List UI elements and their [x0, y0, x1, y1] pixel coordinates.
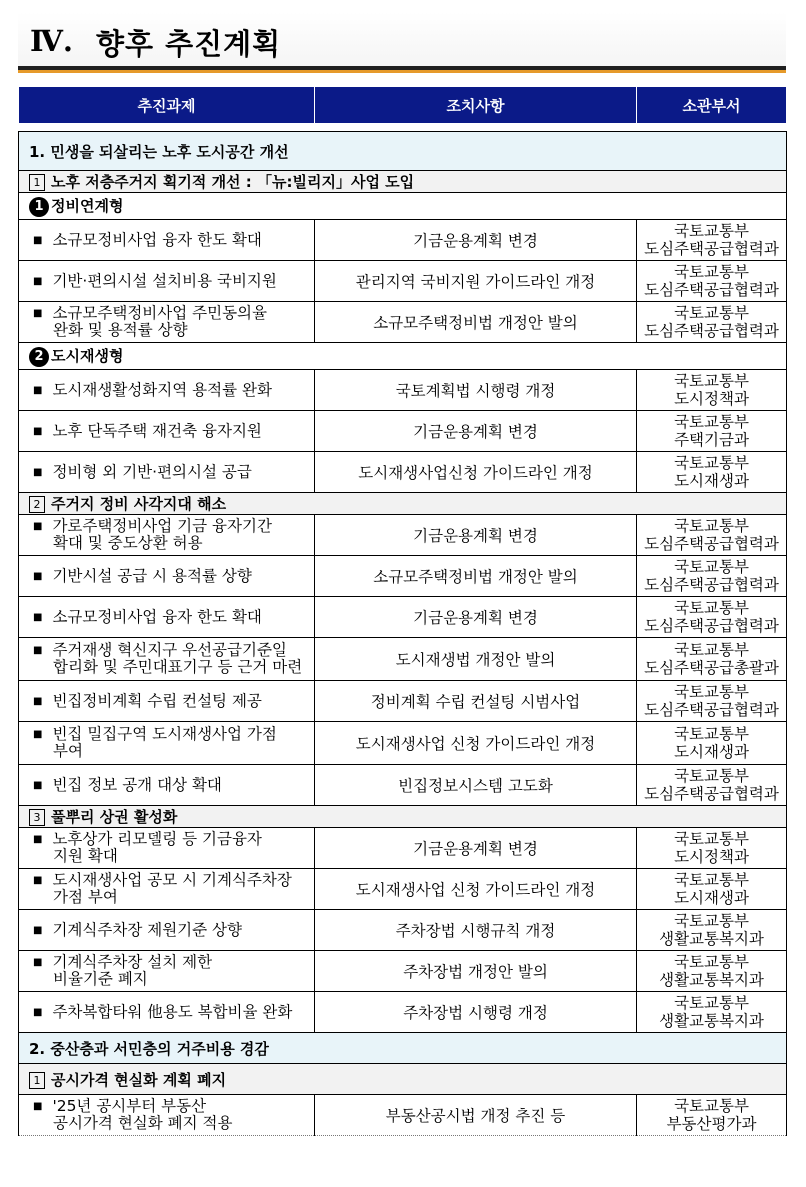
table-row: ■ 빈집정비계획 수립 컨설팅 제공 정비계획 수립 컨설팅 시범사업 국토교통부 도심주택공급협력과	[19, 681, 787, 722]
table-row: ■ 기계식주차장 제원기준 상향 주차장법 시행규칙 개정 국토교통부 생활교통복지과	[19, 910, 787, 951]
subsection-heading: 3 풀뿌리 상권 활성화	[19, 806, 787, 828]
bullet-icon: ■	[33, 645, 43, 656]
table-row: ■ 노후상가 리모델링 등 기금융자 지원 확대 기금운용계획 변경 국토교통부 도시정책과	[19, 828, 787, 869]
table-row: ■ 도시재생활성화지역 용적률 완화 국토계획법 시행령 개정 국토교통부 도시정책과	[19, 370, 787, 411]
table-row: ■ 소규모정비사업 융자 한도 확대 기금운용계획 변경 국토교통부 도심주택공급협력과	[19, 597, 787, 638]
table-row: ■ 기반·편의시설 설치비용 국비지원 관리지역 국비지원 가이드라인 개정 국토교통부 도심주택공급협력과	[19, 261, 787, 302]
table-row: ■ '25년 공시부터 부동산 공시가격 현실화 폐지 적용 부동산공시법 개정 추진 등 국토교통부 부동산평가과	[19, 1095, 787, 1136]
bullet-icon: ■	[33, 275, 43, 287]
bullet-icon: ■	[33, 308, 43, 319]
table-row: ■ 주차복합타워 他용도 복합비율 완화 주차장법 시행령 개정 국토교통부 생활교통복지과	[19, 992, 787, 1033]
subsection-number: 2	[29, 496, 45, 513]
subsection-heading: 1 공시가격 현실화 계획 폐지	[19, 1064, 787, 1095]
bullet-icon: ■	[33, 384, 43, 396]
bullet-icon: ■	[33, 1101, 43, 1112]
column-header-department: 소관부서	[637, 87, 787, 124]
bullet-icon: ■	[33, 1006, 43, 1018]
bullet-icon: ■	[33, 521, 43, 532]
title-roman-numeral: Ⅳ.	[30, 24, 74, 58]
bullet-icon: ■	[33, 466, 43, 478]
title-accent-rule	[18, 70, 786, 73]
bullet-icon: ■	[33, 834, 43, 845]
bullet-icon: ■	[33, 570, 43, 582]
section-heading: 2. 중산층과 서민층의 거주비용 경감	[19, 1033, 787, 1064]
bullet-icon: ■	[33, 611, 43, 623]
subsection-heading: 1 노후 저층주거지 획기적 개선 : 「뉴:빌리지」사업 도입	[19, 171, 787, 193]
bullet-icon: ■	[33, 425, 43, 437]
bullet-icon: ■	[33, 779, 43, 791]
table-row: ■ 정비형 외 기반·편의시설 공급 도시재생사업신청 가이드라인 개정 국토교통부 도시재생과	[19, 452, 787, 493]
subsection-number: 3	[29, 809, 45, 826]
table-header	[18, 86, 787, 124]
table-row: ■ 소규모주택정비사업 주민동의율 완화 및 용적률 상향 소규모주택정비법 개정안 발의 국토교통부 도심주택공급협력과	[19, 302, 787, 343]
subsection-heading: 2 주거지 정비 사각지대 해소	[19, 493, 787, 515]
title-box	[18, 12, 786, 68]
table-row: ■ 기반시설 공급 시 용적률 상향 소규모주택정비법 개정안 발의 국토교통부 도심주택공급협력과	[19, 556, 787, 597]
plan-table	[18, 131, 787, 1136]
subsection-number: 1	[29, 174, 45, 191]
bullet-icon: ■	[33, 729, 43, 740]
table-row: ■ 가로주택정비사업 기금 융자기간 확대 및 중도상환 허용 기금운용계획 변경 국토교통부 도심주택공급협력과	[19, 515, 787, 556]
group-heading: 2 도시재생형	[19, 343, 787, 370]
group-heading: 1 정비연계형	[19, 193, 787, 220]
section-heading: 1. 민생을 되살리는 노후 도시공간 개선	[19, 132, 787, 171]
column-header-task: 추진과제	[19, 87, 315, 124]
column-header-action: 조치사항	[315, 87, 637, 124]
table-row: ■ 빈집 정보 공개 대상 확대 빈집정보시스템 고도화 국토교통부 도심주택공급협력과	[19, 765, 787, 806]
bullet-icon: ■	[33, 234, 43, 246]
table-row: ■ 노후 단독주택 재건축 융자지원 기금운용계획 변경 국토교통부 주택기금과	[19, 411, 787, 452]
table-row: ■ 빈집 밀집구역 도시재생사업 가점 부여 도시재생사업 신청 가이드라인 개정 국토교통부 도시재생과	[19, 722, 787, 765]
bullet-icon: ■	[33, 875, 43, 886]
group-number-circle: 1	[29, 197, 49, 217]
page-title: 향후 추진계획	[96, 27, 282, 61]
table-row: ■ 기계식주차장 설치 제한 비율기준 폐지 주차장법 개정안 발의 국토교통부 생활교통복지과	[19, 951, 787, 992]
bullet-icon: ■	[33, 957, 43, 968]
table-row: ■ 주거재생 혁신지구 우선공급기준일 합리화 및 주민대표기구 등 근거 마련 도시재생법 개정안 발의 국토교통부 도심주택공급총괄과	[19, 638, 787, 681]
bullet-icon: ■	[33, 695, 43, 707]
subsection-number: 1	[29, 1072, 45, 1089]
table-row: ■ 소규모정비사업 융자 한도 확대 기금운용계획 변경 국토교통부 도심주택공급협력과	[19, 220, 787, 261]
table-row: ■ 도시재생사업 공모 시 기계식주차장 가점 부여 도시재생사업 신청 가이드라인 개정 국토교통부 도시재생과	[19, 869, 787, 910]
group-number-circle: 2	[29, 347, 49, 367]
bullet-icon: ■	[33, 924, 43, 936]
